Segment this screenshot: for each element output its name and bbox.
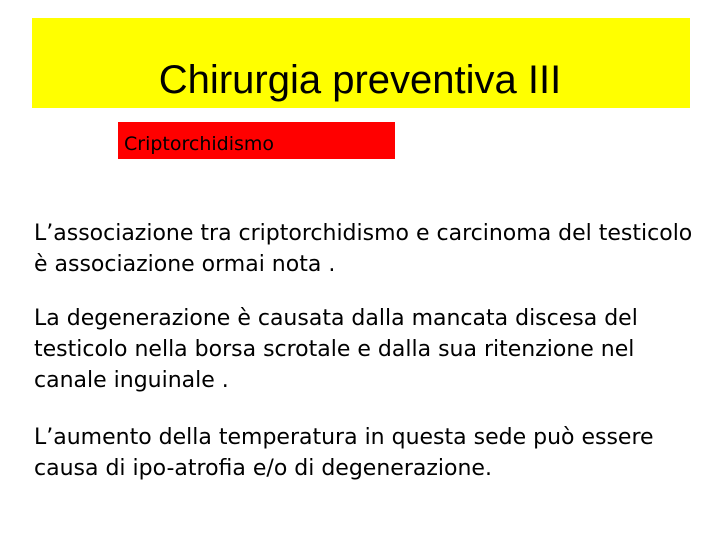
slide-subtitle: Criptorchidismo (124, 133, 275, 155)
paragraph-temperature: L’aumento della temperatura in questa sede può essere causa di ipo-atrofia e/o di degenerazione. (34, 425, 654, 481)
paragraph-degeneration: La degenerazione è causata dalla mancata discesa del testicolo nella borsa scrotale e dalla sua ritenzione nel canale inguinale . (34, 306, 638, 393)
slide-title: Chirurgia preventiva III (158, 58, 562, 102)
paragraph-association: L’associazione tra criptorchidismo e carcinoma del testicolo è associazione ormai nota . (34, 221, 693, 277)
